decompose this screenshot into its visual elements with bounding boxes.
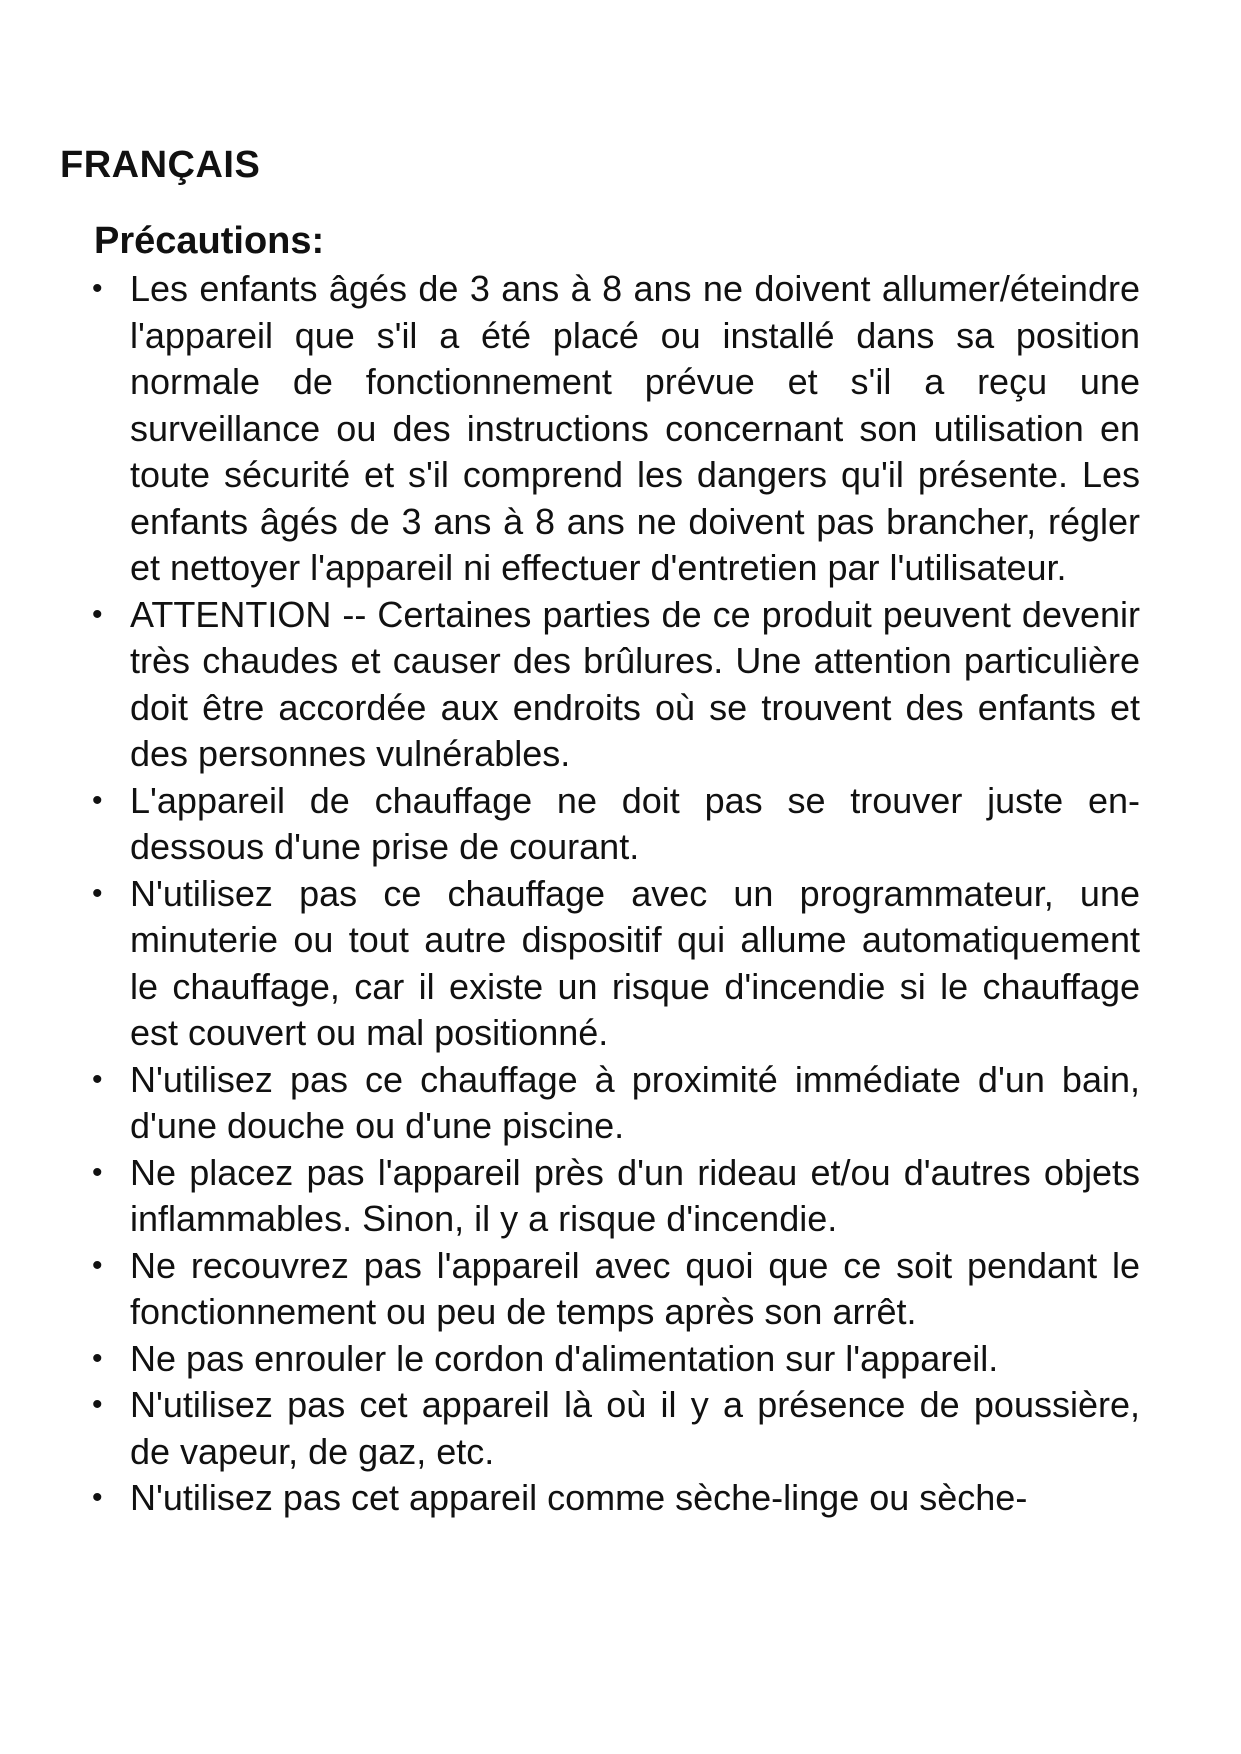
language-heading: FRANÇAIS: [60, 144, 261, 186]
list-item: • N'utilisez pas cet appareil là où il y a présence de poussière, de vapeur, de gaz, etc.: [130, 1382, 1140, 1475]
list-item: • L'appareil de chauffage ne doit pas se trouver juste en-dessous d'une prise de courant.: [130, 778, 1140, 871]
list-item: • ATTENTION -- Certaines parties de ce produit peuvent devenir très chaudes et causer des brûlures. Une attention particulière doit être accordée aux endroits où se trouvent des enfants et des personnes vulnérables.: [130, 592, 1140, 778]
list-item: • Ne pas enrouler le cordon d'alimentation sur l'appareil.: [130, 1336, 1140, 1383]
list-item: • N'utilisez pas cet appareil comme sèche-linge ou sèche-: [130, 1475, 1140, 1522]
list-item: • N'utilisez pas ce chauffage à proximité immédiate d'un bain, d'une douche ou d'une piscine.: [130, 1057, 1140, 1150]
list-item: • Les enfants âgés de 3 ans à 8 ans ne doivent allumer/éteindre l'appareil que s'il a été placé ou installé dans sa position normale de fonctionnement prévue et s'il a reçu une surveillance ou des instructions concernant son utilisation en toute sécurité et s'il comprend les dangers qu'il présente. Les enfants âgés de 3 ans à 8 ans ne doivent pas brancher, régler et nettoyer l'appareil ni effectuer d'entretien par l'utilisateur.: [130, 266, 1140, 592]
list-item: • N'utilisez pas ce chauffage avec un programmateur, une minuterie ou tout autre dispositif qui allume automatiquement le chauffage, car il existe un risque d'incendie si le chauffage est couvert ou mal positionné.: [130, 871, 1140, 1057]
section-heading: Précautions:: [94, 220, 325, 262]
precautions-list: [130, 266, 1140, 1522]
list-item: • Ne placez pas l'appareil près d'un rideau et/ou d'autres objets inflammables. Sinon, il y a risque d'incendie.: [130, 1150, 1140, 1243]
list-item: • Ne recouvrez pas l'appareil avec quoi que ce soit pendant le fonctionnement ou peu de temps après son arrêt.: [130, 1243, 1140, 1336]
